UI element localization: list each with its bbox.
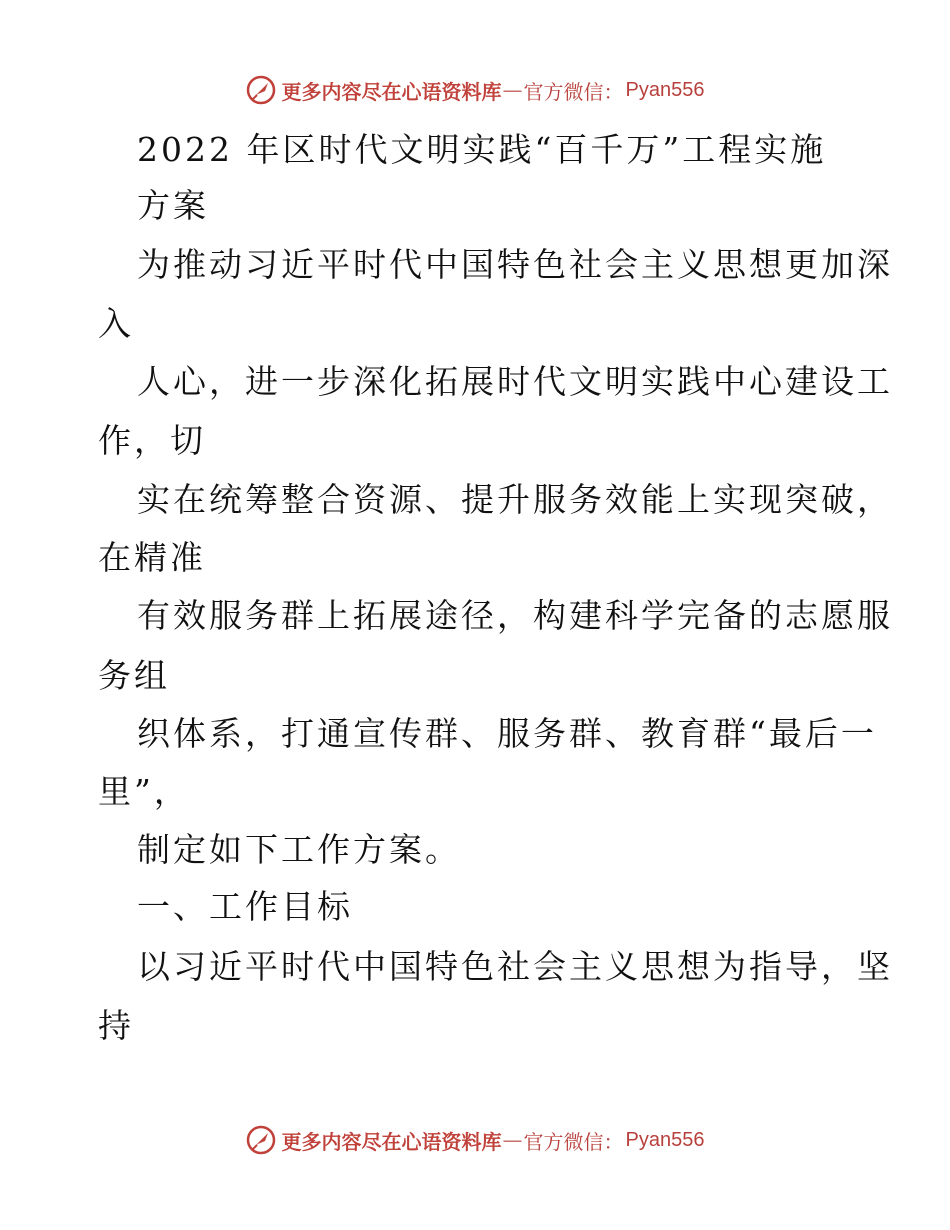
paragraph-line: 人心，进一步深化拓展时代文明实践中心建设工 <box>137 362 893 401</box>
paragraph-line: 织体系，打通宣传群、服务群、教育群“最后一 <box>137 714 877 753</box>
document-title-line-2: 方案 <box>137 186 209 225</box>
paragraph-line: 里”， <box>98 772 190 811</box>
header-watermark <box>0 70 950 110</box>
watermark-official-label: 官方微信： <box>523 1129 624 1154</box>
watermark-brand: 更多内容尽在心语资料库 <box>281 1129 502 1154</box>
watermark-wechat-id: Pyan556 <box>625 1128 705 1151</box>
watermark-brand: 更多内容尽在心语资料库 <box>281 79 502 104</box>
document-title-line-1: 2022 年区时代文明实践“百千万”工程实施 <box>137 130 827 169</box>
watermark-dash: — <box>502 1128 523 1152</box>
paragraph-line: 实在统筹整合资源、提升服务效能上实现突破， <box>137 480 893 519</box>
paragraph-line: 作，切 <box>98 421 206 460</box>
paragraph-line: 入 <box>98 304 134 343</box>
paragraph-line: 以习近平时代中国特色社会主义思想为指导，坚 <box>137 947 893 986</box>
paragraph-line: 在精准 <box>98 538 206 577</box>
paragraph-line: 制定如下工作方案。 <box>137 830 461 869</box>
paragraph-line: 持 <box>98 1006 134 1045</box>
watermark-dash: — <box>502 78 523 102</box>
watermark-wechat-id: Pyan556 <box>625 78 705 101</box>
watermark-official-label: 官方微信： <box>523 79 624 104</box>
quill-logo-icon <box>246 75 276 105</box>
paragraph-line: 务组 <box>98 656 170 695</box>
section-heading: 一、工作目标 <box>137 887 353 926</box>
footer-watermark <box>0 1120 950 1160</box>
paragraph-line: 有效服务群上拓展途径，构建科学完备的志愿服 <box>137 596 893 635</box>
quill-logo-icon <box>246 1125 276 1155</box>
paragraph-line: 为推动习近平时代中国特色社会主义思想更加深 <box>137 245 893 284</box>
